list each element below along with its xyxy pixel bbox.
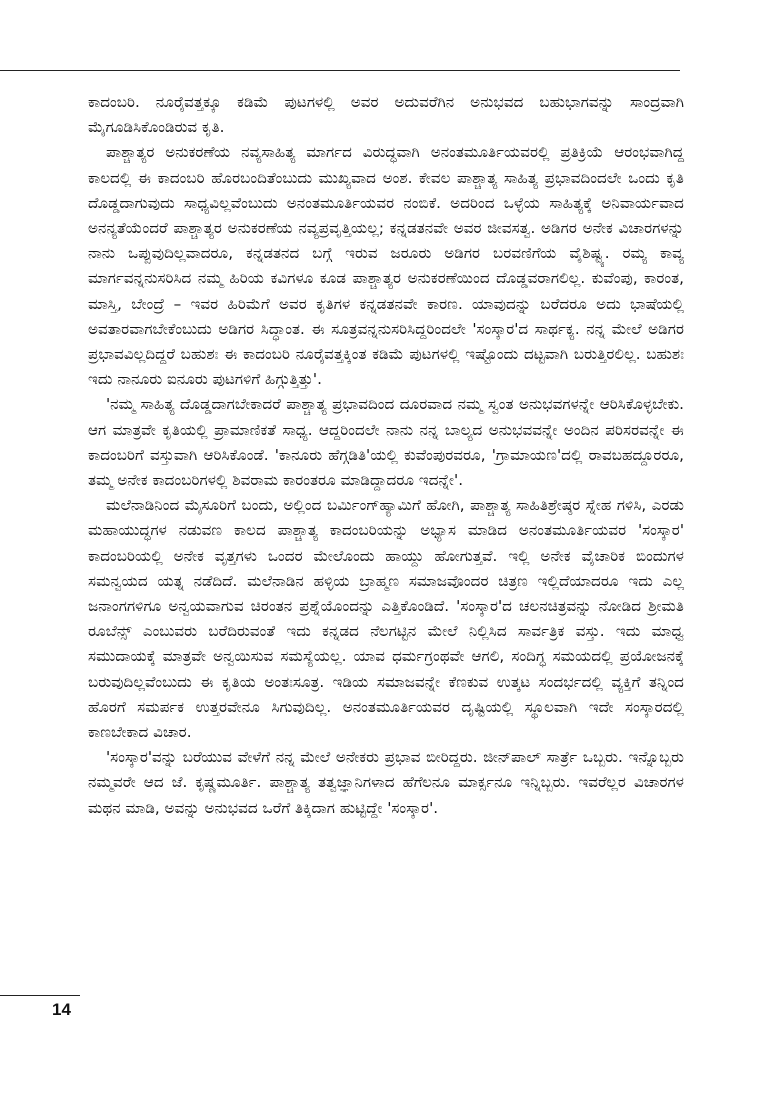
paragraph-5: 'ಸಂಸ್ಕಾರ'ವನ್ನು ಬರೆಯುವ ವೇಳೆಗೆ ನನ್ನ ಮೇಲೆ ಅನೇಕರು ಪ್ರಭಾವ ಬೀರಿದ್ದರು. ಜೀನ್‌ಪಾಲ್ ಸಾರ್ತ್ರೆ ಒಬ್ಬರು. ಇನ್ನೊಬ್ಬರು ನಮ್ಮವರೇ ಆದ ಜೆ. ಕೃಷ್ಣಮೂರ್ತಿ. ಪಾಶ್ಚಾತ್ಯ ತತ್ವಜ್ಞಾನಿಗಳಾದ ಹೆಗೆಲನೂ ಮಾರ್ಕ್ಸನೂ ಇನ್ನಿಬ್ಬರು. ಇವರೆಲ್ಲರ ವಿಚಾರಗಳ ಮಥನ ಮಾಡಿ, ಅವನ್ನು ಅನುಭವದ ಒರೆಗೆ ತಿಕ್ಕಿದಾಗ ಹುಟ್ಟಿದ್ದೇ 'ಸಂಸ್ಕಾರ'. [88, 748, 684, 817]
paragraph-4: ಮಲೆನಾಡಿನಿಂದ ಮೈಸೂರಿಗೆ ಬಂದು, ಅಲ್ಲಿಂದ ಬರ್ಮಿಂಗ್‌ಹ್ಯಾಮಿಗೆ ಹೋಗಿ, ಪಾಶ್ಚಾತ್ಯ ಸಾಹಿತಿಶ್ರೇಷ್ಠರ ಸ್ನೇಹ ಗಳಿಸಿ, ಎರಡು ಮಹಾಯುದ್ಧಗಳ ನಡುವಣ ಕಾಲದ ಪಾಶ್ಚಾತ್ಯ ಕಾದಂಬರಿಯನ್ನು ಅಭ್ಯಾಸ ಮಾಡಿದ ಅನಂತಮೂರ್ತಿಯವರ 'ಸಂಸ್ಕಾರ' ಕಾದಂಬರಿಯಲ್ಲಿ ಅನೇಕ ವೃತ್ತಗಳು ಒಂದರ ಮೇಲೊಂದು ಹಾಯ್ದು ಹೋಗುತ್ತವೆ. ಇಲ್ಲಿ ಅನೇಕ ವೈಚಾರಿಕ ಬಿಂದುಗಳ ಸಮನ್ವಯದ ಯತ್ನ ನಡೆದಿದೆ. ಮಲೆನಾಡಿನ ಹಳ್ಳಿಯ ಬ್ರಾಹ್ಮಣ ಸಮಾಜವೊಂದರ ಚಿತ್ರಣ ಇಲ್ಲಿದೆಯಾದರೂ ಇದು ಎಲ್ಲ ಜನಾಂಗಗಳಿಗೂ ಅನ್ವಯವಾಗುವ ಚಿರಂತನ ಪ್ರಶ್ನೆಯೊಂದನ್ನು ಎತ್ತಿಕೊಂಡಿದೆ. 'ಸಂಸ್ಕಾರ'ದ ಚಲನಚಿತ್ರವನ್ನು ನೋಡಿದ ಶ್ರೀಮತಿ ರೂಬೆನ್ಸ್ ಎಂಬುವರು ಬರೆದಿರುವಂತೆ ಇದು ಕನ್ನಡದ ನೆಲಗಟ್ಟಿನ ಮೇಲೆ ನಿಲ್ಲಿಸಿದ ಸಾರ್ವತ್ರಿಕ ವಸ್ತು. ಇದು ಮಾಧ್ವ ಸಮುದಾಯಕ್ಕೆ ಮಾತ್ರವೇ ಅನ್ವಯಿಸುವ ಸಮಸ್ಯೆಯಲ್ಲ. ಯಾವ ಧರ್ಮಗ್ರಂಥವೇ ಆಗಲಿ, ಸಂದಿಗ್ಧ ಸಮಯದಲ್ಲಿ ಪ್ರಯೋಜನಕ್ಕೆ ಬರುವುದಿಲ್ಲವೆಂಬುದು ಈ ಕೃತಿಯ ಅಂತಃಸೂತ್ರ. ಇಡಿಯ ಸಮಾಜವನ್ನೇ ಕೆಣಕುವ ಉತ್ಕಟ ಸಂದರ್ಭದಲ್ಲಿ ವ್ಯಕ್ತಿಗೆ ತನ್ನಿಂದ ಹೊರಗೆ ಸಮರ್ಪಕ ಉತ್ತರವೇನೂ ಸಿಗುವುದಿಲ್ಲ. ಅನಂತಮೂರ್ತಿಯವರ ದೃಷ್ಟಿಯಲ್ಲಿ ಸ್ಥೂಲವಾಗಿ ಇದೇ ಸಂಸ್ಕಾರದಲ್ಲಿ ಕಾಣಬೇಕಾದ ವಿಚಾರ. [88, 496, 684, 742]
footer-rule [0, 995, 80, 996]
header-rule [0, 70, 680, 71]
paragraph-1: ಕಾದಂಬರಿ. ನೂರೈವತ್ತಕ್ಕೂ ಕಡಿಮೆ ಪುಟಗಳಲ್ಲಿ ಅವರ ಅದುವರೆಗಿನ ಅನುಭವದ ಬಹುಭಾಗವನ್ನು ಸಾಂದ್ರವಾಗಿ ಮೈಗೂಡಿಸಿಕೊಂಡಿರುವ ಕೃತಿ. [88, 93, 684, 137]
page-number: 14 [52, 1000, 71, 1019]
body-text [88, 90, 684, 821]
paragraph-3: 'ನಮ್ಮ ಸಾಹಿತ್ಯ ದೊಡ್ಡದಾಗಬೇಕಾದರೆ ಪಾಶ್ಚಾತ್ಯ ಪ್ರಭಾವದಿಂದ ದೂರವಾದ ನಮ್ಮ ಸ್ವಂತ ಅನುಭವಗಳನ್ನೇ ಆರಿಸಿಕೊಳ್ಳಬೇಕು. ಆಗ ಮಾತ್ರವೇ ಕೃತಿಯಲ್ಲಿ ಪ್ರಾಮಾಣಿಕತೆ ಸಾಧ್ಯ. ಆದ್ದರಿಂದಲೇ ನಾನು ನನ್ನ ಬಾಲ್ಯದ ಅನುಭವವನ್ನೇ ಅಂದಿನ ಪರಿಸರವನ್ನೇ ಈ ಕಾದಂಬರಿಗೆ ವಸ್ತುವಾಗಿ ಆರಿಸಿಕೊಂಡೆ. 'ಕಾನೂರು ಹೆಗ್ಗಡಿತಿ'ಯಲ್ಲಿ ಕುವೆಂಪುರವರೂ, 'ಗ್ರಾಮಾಯಣ'ದಲ್ಲಿ ರಾವಬಹದ್ದೂರರೂ, ತಮ್ಮ ಅನೇಕ ಕಾದಂಬರಿಗಳಲ್ಲಿ ಶಿವರಾಮ ಕಾರಂತರೂ ಮಾಡಿದ್ದಾದರೂ ಇದನ್ನೇ'. [88, 395, 684, 490]
paragraph-2: ಪಾಶ್ಚಾತ್ಯರ ಅನುಕರಣೆಯ ನವ್ಯಸಾಹಿತ್ಯ ಮಾರ್ಗದ ವಿರುದ್ಧವಾಗಿ ಅನಂತಮೂರ್ತಿಯವರಲ್ಲಿ ಪ್ರತಿಕ್ರಿಯೆ ಆರಂಭವಾಗಿದ್ದ ಕಾಲದಲ್ಲಿ ಈ ಕಾದಂಬರಿ ಹೊರಬಂದಿತೆಂಬುದು ಮುಖ್ಯವಾದ ಅಂಶ. ಕೇವಲ ಪಾಶ್ಚಾತ್ಯ ಸಾಹಿತ್ಯ ಪ್ರಭಾವದಿಂದಲೇ ಒಂದು ಕೃತಿ ದೊಡ್ಡದಾಗುವುದು ಸಾಧ್ಯವಿಲ್ಲವೆಂಬುದು ಅನಂತಮೂರ್ತಿಯವರ ನಂಬಿಕೆ. ಅದರಿಂದ ಒಳ್ಳೆಯ ಸಾಹಿತ್ಯಕ್ಕೆ ಅನಿವಾರ್ಯವಾದ ಅನನ್ಯತೆಯೆಂದರೆ ಪಾಶ್ಚಾತ್ಯರ ಅನುಕರಣೆಯ ನವ್ಯಪ್ರವೃತ್ತಿಯಲ್ಲ; ಕನ್ನಡತನವೇ ಅವರ ಜೀವಸತ್ವ. ಅಡಿಗರ ಅನೇಕ ವಿಚಾರಗಳನ್ನು ನಾನು ಒಪ್ಪುವುದಿಲ್ಲವಾದರೂ, ಕನ್ನಡತನದ ಬಗ್ಗೆ ಇರುವ ಜರೂರು ಅಡಿಗರ ಬರವಣಿಗೆಯ ವೈಶಿಷ್ಟ್ಯ. ರಮ್ಯ ಕಾವ್ಯ ಮಾರ್ಗವನ್ನನುಸರಿಸಿದ ನಮ್ಮ ಹಿರಿಯ ಕವಿಗಳೂ ಕೂಡ ಪಾಶ್ಚಾತ್ಯರ ಅನುಕರಣೆಯಿಂದ ದೊಡ್ಡವರಾಗಲಿಲ್ಲ. ಕುವೆಂಪು, ಕಾರಂತ, ಮಾಸ್ತಿ, ಬೇಂದ್ರೆ – ಇವರ ಹಿರಿಮೆಗೆ ಅವರ ಕೃತಿಗಳ ಕನ್ನಡತನವೇ ಕಾರಣ. ಯಾವುದನ್ನು ಬರೆದರೂ ಅದು ಭಾಷೆಯಲ್ಲಿ ಅವತಾರವಾಗಬೇಕೆಂಬುದು ಅಡಿಗರ ಸಿದ್ಧಾಂತ. ಈ ಸೂತ್ರವನ್ನನುಸರಿಸಿದ್ದರಿಂದಲೇ 'ಸಂಸ್ಕಾರ'ದ ಸಾರ್ಥಕ್ಯ. ನನ್ನ ಮೇಲೆ ಅಡಿಗರ ಪ್ರಭಾವವಿಲ್ಲದಿದ್ದರೆ ಬಹುಶಃ ಈ ಕಾದಂಬರಿ ನೂರೈವತ್ತಕ್ಕಿಂತ ಕಡಿಮೆ ಪುಟಗಳಲ್ಲಿ ಇಷ್ಟೊಂದು ದಟ್ಟವಾಗಿ ಬರುತ್ತಿರಲಿಲ್ಲ. ಬಹುಶಃ ಇದು ನಾನೂರು ಐನೂರು ಪುಟಗಳಿಗೆ ಹಿಗ್ಗುತ್ತಿತ್ತು'. [88, 143, 684, 389]
